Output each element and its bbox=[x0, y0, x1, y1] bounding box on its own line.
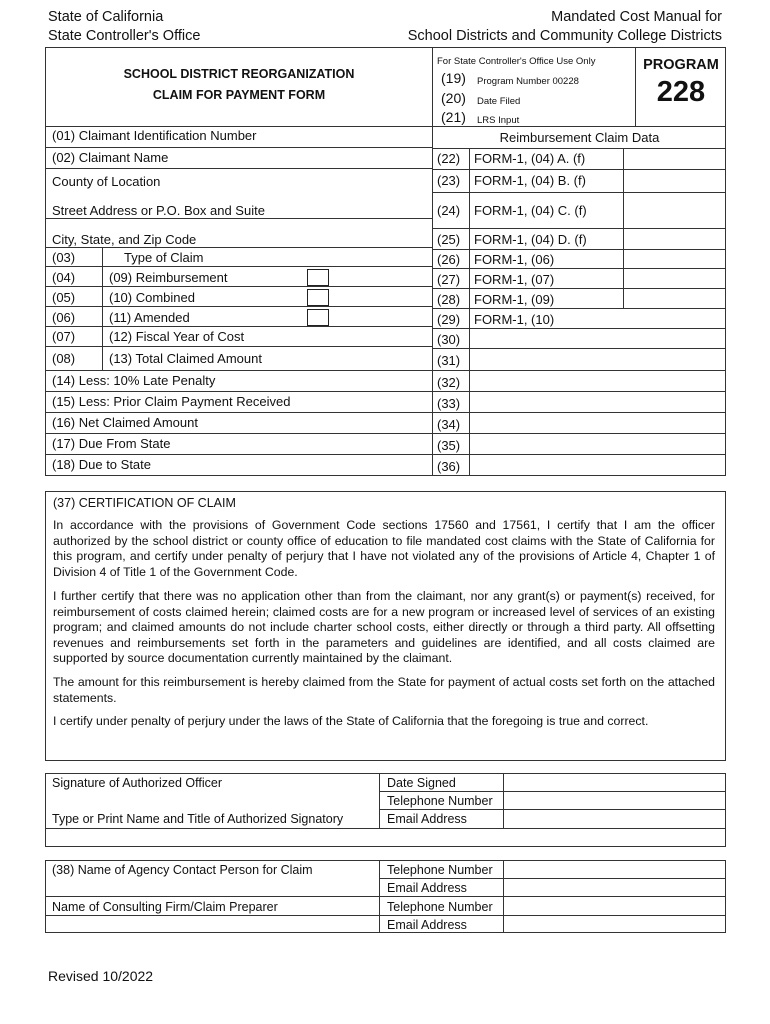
header-manual: Mandated Cost Manual for bbox=[551, 9, 722, 25]
amended-label: (11) Amended bbox=[109, 310, 190, 325]
certification-heading: (37) CERTIFICATION OF CLAIM bbox=[53, 496, 236, 510]
claim-row-num: (08) bbox=[52, 351, 76, 366]
reimbursement-label: (09) Reimbursement bbox=[109, 270, 228, 285]
program-label: PROGRAM bbox=[643, 57, 719, 73]
amended-checkbox[interactable] bbox=[307, 309, 329, 326]
reimb-row-label[interactable]: FORM-1, (04) C. (f) bbox=[474, 203, 587, 218]
net-claimed-field[interactable]: (16) Net Claimed Amount bbox=[52, 415, 198, 430]
office-use-19-num: (19) bbox=[441, 70, 466, 86]
lrs-input-label[interactable]: LRS Input bbox=[477, 115, 520, 126]
program-number-label[interactable]: Program Number 00228 bbox=[477, 76, 579, 87]
reimb-row-label[interactable]: FORM-1, (07) bbox=[474, 272, 555, 287]
reimb-row-num: (28) bbox=[437, 292, 461, 307]
reimb-row-num: (32) bbox=[437, 375, 461, 390]
reimb-row-label[interactable]: FORM-1, (10) bbox=[474, 312, 555, 327]
header-state: State of California bbox=[48, 9, 164, 25]
office-use-20-num: (20) bbox=[441, 90, 466, 106]
preparer-email-input[interactable] bbox=[504, 916, 725, 932]
program-number: 228 bbox=[656, 76, 706, 108]
agency-contact-field[interactable]: (38) Name of Agency Contact Person for Claim bbox=[52, 863, 313, 877]
reimb-row-num: (22) bbox=[437, 151, 461, 166]
consulting-firm-field[interactable]: Name of Consulting Firm/Claim Preparer bbox=[52, 900, 278, 914]
preparer-email-label: Email Address bbox=[387, 918, 467, 932]
date-signed-label: Date Signed bbox=[387, 776, 456, 790]
reimb-row-num: (36) bbox=[437, 459, 461, 474]
contact-email-label: Email Address bbox=[387, 881, 467, 895]
reimb-row-num: (24) bbox=[437, 203, 461, 218]
reimbursement-checkbox[interactable] bbox=[307, 269, 329, 286]
preparer-telephone-input[interactable] bbox=[504, 897, 725, 915]
signatory-name-field[interactable]: Type or Print Name and Title of Authorized Signatory bbox=[52, 812, 344, 826]
signature-field[interactable]: Signature of Authorized Officer bbox=[52, 776, 223, 790]
form-title-line1: SCHOOL DISTRICT REORGANIZATION bbox=[123, 67, 355, 81]
reimb-row-num: (35) bbox=[437, 438, 461, 453]
county-field[interactable]: County of Location bbox=[52, 174, 161, 189]
form-title-line2: CLAIM FOR PAYMENT FORM bbox=[152, 88, 326, 102]
certification-paragraph: The amount for this reimbursement is hereby claimed from the State for payment of actual costs set forth on the attached statements. bbox=[53, 675, 715, 705]
due-from-state-field[interactable]: (17) Due From State bbox=[52, 436, 171, 451]
office-use-heading: For State Controller's Office Use Only bbox=[437, 56, 596, 67]
city-state-zip-field[interactable]: City, State, and Zip Code bbox=[52, 232, 197, 247]
due-to-state-field[interactable]: (18) Due to State bbox=[52, 457, 151, 472]
reimb-row-label[interactable]: FORM-1, (09) bbox=[474, 292, 555, 307]
contact-telephone-input[interactable] bbox=[504, 861, 725, 878]
header-districts: School Districts and Community College Districts bbox=[407, 28, 722, 44]
date-signed-input[interactable] bbox=[504, 774, 725, 791]
reimb-row-num: (27) bbox=[437, 272, 461, 287]
total-claimed-field[interactable]: (13) Total Claimed Amount bbox=[109, 351, 262, 366]
revision-date: Revised 10/2022 bbox=[48, 968, 154, 984]
preparer-telephone-label: Telephone Number bbox=[387, 900, 493, 914]
reimb-row-label[interactable]: FORM-1, (04) A. (f) bbox=[474, 151, 586, 166]
reimb-row-num: (34) bbox=[437, 417, 461, 432]
certification-paragraph: I further certify that there was no application other than from the claimant, nor any grant(s) or payment(s) received, for reimbursement of costs claimed herein; claimed costs are for a new program or increased level of services of an existing program; and claimed amounts do not include charter school costs, either directly or through a third party. All offsetting revenues and reimbursements set forth in the parameters and guidelines are identified, and all costs claimed are supported by source documentation currently maintained by the claimant. bbox=[53, 589, 715, 666]
reimb-row-num: (30) bbox=[437, 332, 461, 347]
fiscal-year-field[interactable]: (12) Fiscal Year of Cost bbox=[109, 329, 245, 344]
claim-row-num: (07) bbox=[52, 329, 76, 344]
certification-paragraph: I certify under penalty of perjury under the laws of the State of California that the foregoing is true and correct. bbox=[53, 714, 649, 728]
email-input[interactable] bbox=[504, 810, 725, 828]
reimbursement-heading: Reimbursement Claim Data bbox=[499, 130, 660, 145]
claimant-name-field[interactable]: (02) Claimant Name bbox=[52, 150, 169, 165]
contact-email-input[interactable] bbox=[504, 879, 725, 896]
reimb-row-num: (26) bbox=[437, 252, 461, 267]
street-address-field[interactable]: Street Address or P.O. Box and Suite bbox=[52, 203, 265, 218]
type-of-claim-label: Type of Claim bbox=[124, 250, 204, 265]
reimb-row-num: (31) bbox=[437, 353, 461, 368]
claim-row-num: (04) bbox=[52, 270, 76, 285]
date-filed-label[interactable]: Date Filed bbox=[477, 96, 521, 107]
reimb-row-label[interactable]: FORM-1, (06) bbox=[474, 252, 555, 267]
telephone-label: Telephone Number bbox=[387, 794, 493, 808]
reimb-row-num: (33) bbox=[437, 396, 461, 411]
reimb-row-label[interactable]: FORM-1, (04) D. (f) bbox=[474, 232, 587, 247]
prior-payment-field[interactable]: (15) Less: Prior Claim Payment Received bbox=[52, 394, 291, 409]
claim-row-num: (03) bbox=[52, 250, 76, 265]
claim-row-num: (06) bbox=[52, 310, 76, 325]
certification-paragraph: In accordance with the provisions of Government Code sections 17560 and 17561, I certify that I am the officer authorized by the school district or county office of education to file mandated cost claims with the State of California for this program, and certify under penalty of perjury that I have not violated any of the provisions of Article 4, Chapter 1 of Division 4 of Title 1 of the Government Code. bbox=[53, 518, 715, 579]
header-office: State Controller's Office bbox=[48, 28, 201, 44]
combined-label: (10) Combined bbox=[109, 290, 195, 305]
reimb-row-num: (25) bbox=[437, 232, 461, 247]
claim-row-num: (05) bbox=[52, 290, 76, 305]
email-label: Email Address bbox=[387, 812, 467, 826]
telephone-input[interactable] bbox=[504, 792, 725, 809]
reimb-row-label[interactable]: FORM-1, (04) B. (f) bbox=[474, 173, 586, 188]
reimb-row-num: (29) bbox=[437, 312, 461, 327]
office-use-21-num: (21) bbox=[441, 109, 466, 125]
late-penalty-field[interactable]: (14) Less: 10% Late Penalty bbox=[52, 373, 216, 388]
combined-checkbox[interactable] bbox=[307, 289, 329, 306]
claimant-id-field[interactable]: (01) Claimant Identification Number bbox=[52, 128, 257, 143]
reimb-row-num: (23) bbox=[437, 173, 461, 188]
contact-telephone-label: Telephone Number bbox=[387, 863, 493, 877]
